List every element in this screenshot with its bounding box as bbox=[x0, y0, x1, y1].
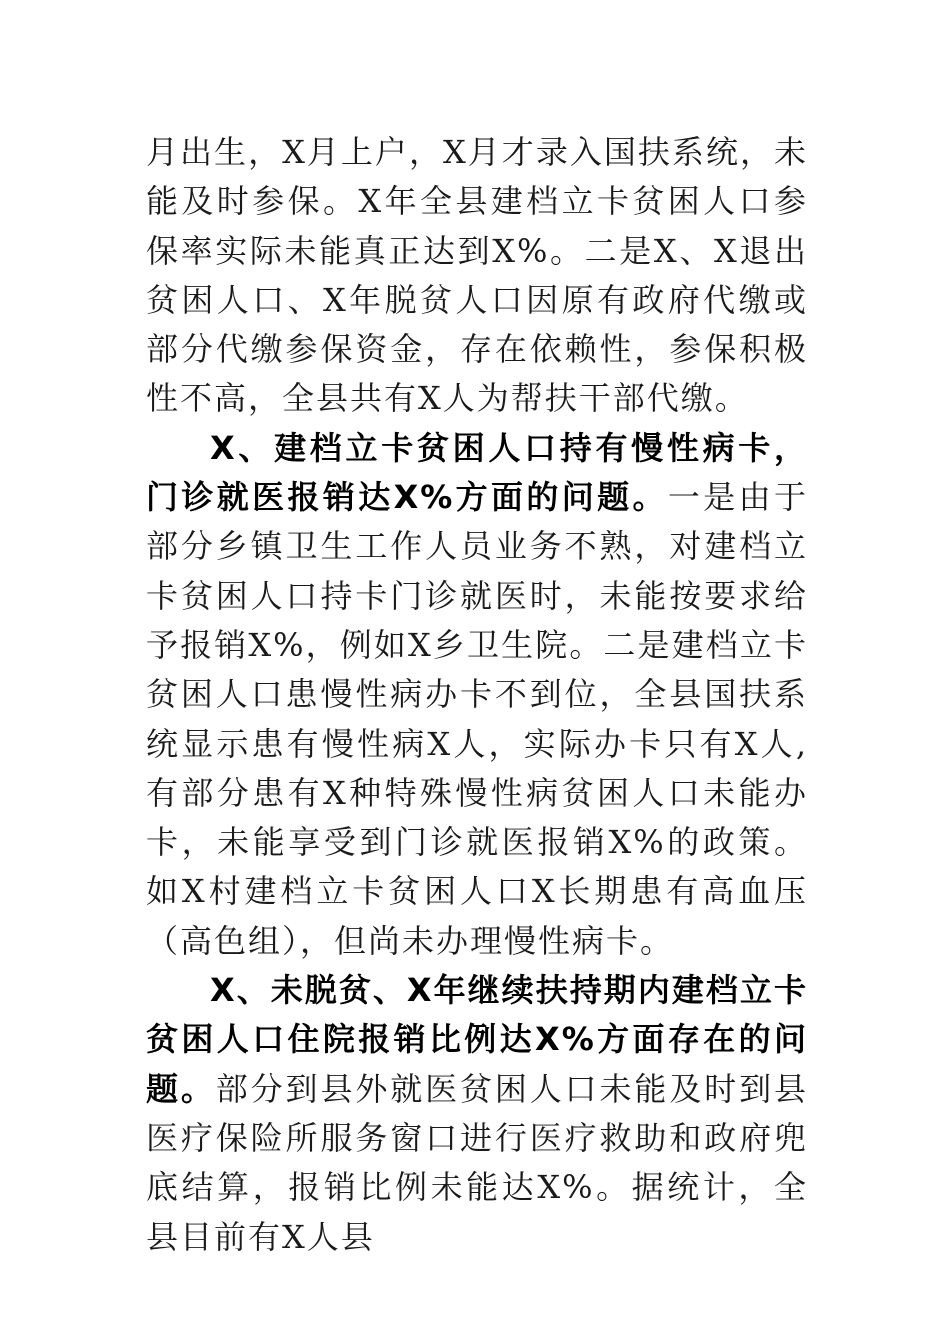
paragraph-hospital-reimbursement bbox=[146, 966, 808, 1262]
paragraph-chronic-disease-card bbox=[146, 424, 808, 966]
paragraph-text: 部分到县外就医贫困人口未能及时到县医疗保险所服务窗口进行医疗救助和政府兜底结算，报销比例未能达X%。据统计，全县目前有X人县 bbox=[146, 1069, 808, 1256]
paragraph-heading: X、未脱贫、X年继续扶持期内建档立卡贫困人口住院报销比例达X%方面存在的问题。 bbox=[146, 971, 808, 1108]
paragraph-heading: X、建档立卡贫困人口持有慢性病卡，门诊就医报销达X%方面的问题。 bbox=[146, 428, 808, 517]
paragraph-text: 月出生，X月上户，X月才录入国扶系统，未能及时参保。X年全县建档立卡贫困人口参保率实际未能真正达到X%。二是X、X退出贫困人口、X年脱贫人口因原有政府代缴或部分代缴参保资金，存在依赖性，参保积极性不高，全县共有X人为帮扶干部代缴。 bbox=[146, 133, 808, 418]
paragraph-continuation bbox=[146, 128, 808, 424]
document-body bbox=[146, 128, 808, 1262]
paragraph-text: 一是由于部分乡镇卫生工作人员业务不熟，对建档立卡贫困人口持卡门诊就医时，未能按要求给予报销X%，例如X乡卫生院。二是建档立卡贫困人口患慢性病办卡不到位，全县国扶系统显示患有慢性病X人，实际办卡只有X人,有部分患有X种特殊慢性病贫困人口未能办卡，未能享受到门诊就医报销X%的政策。如X村建档立卡贫困人口X长期患有高血压（高色组），但尚未办理慢性病卡。 bbox=[146, 478, 808, 960]
